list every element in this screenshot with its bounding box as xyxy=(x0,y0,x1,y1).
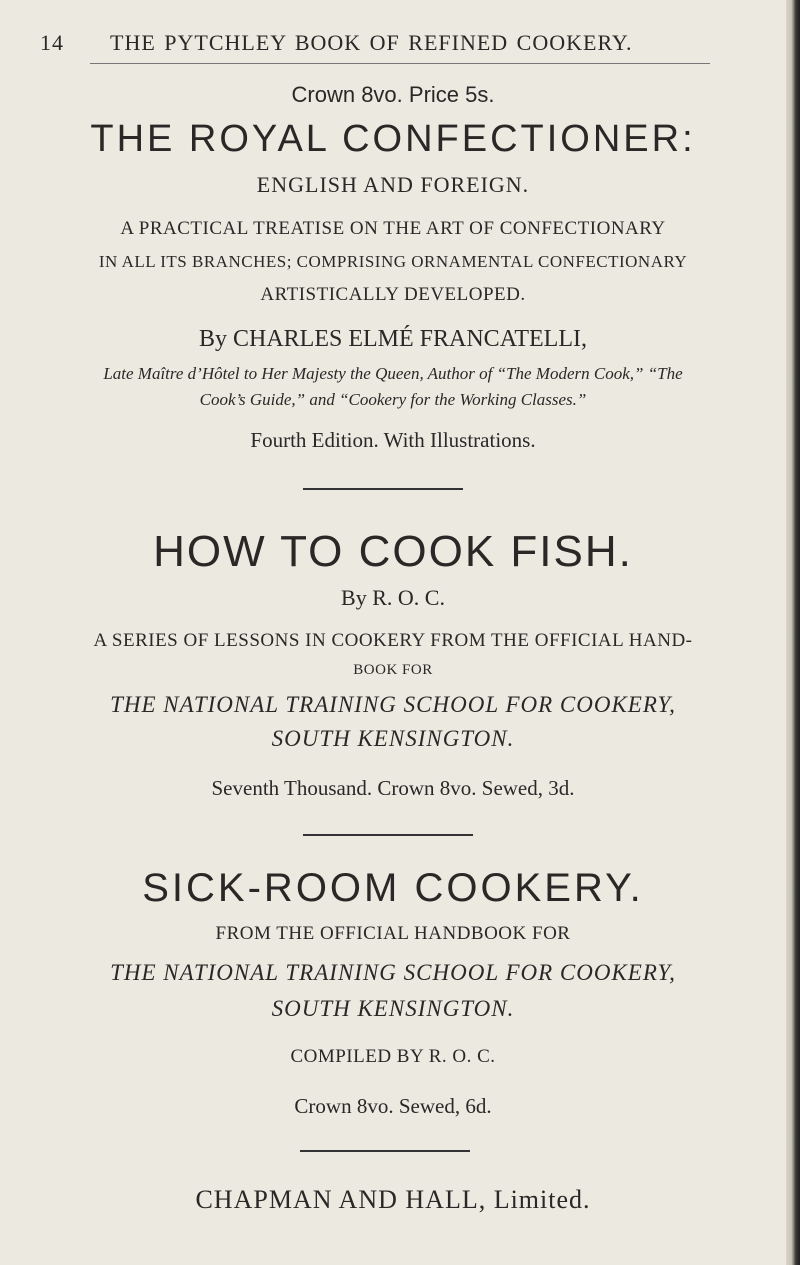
page-number: 14 xyxy=(40,30,64,55)
royal-format-price: Crown 8vo. Price 5s. xyxy=(291,82,495,107)
royal-title: THE ROYAL CONFECTIONER: xyxy=(90,118,696,160)
fish-school-line1: THE NATIONAL TRAINING SCHOOL FOR COOKERY, xyxy=(110,692,676,717)
royal-edition: Fourth Edition. With Illustrations. xyxy=(250,428,536,452)
fish-description-line1: A SERIES OF LESSONS IN COOKERY FROM THE OFFICIAL HAND- xyxy=(93,630,693,651)
fish-school-line2: SOUTH KENSINGTON. xyxy=(271,726,515,751)
page-header xyxy=(40,30,766,60)
fish-description-line2: BOOK FOR xyxy=(353,662,433,678)
fish-by: By R. O. C. xyxy=(341,585,445,610)
fish-details: Seventh Thousand. Crown 8vo. Sewed, 3d. xyxy=(211,776,575,800)
running-title: THE PYTCHLEY BOOK OF REFINED COOKERY. xyxy=(110,30,633,55)
royal-author-note-line2: Cook’s Guide,” and “Cookery for the Working Classes.” xyxy=(199,390,587,409)
sick-school-line1: THE NATIONAL TRAINING SCHOOL FOR COOKERY, xyxy=(110,960,676,985)
royal-description-line1: A PRACTICAL TREATISE ON THE ART OF CONFECTIONARY xyxy=(120,218,666,239)
royal-subtitle: ENGLISH AND FOREIGN. xyxy=(256,172,530,197)
sick-details: Crown 8vo. Sewed, 6d. xyxy=(294,1094,492,1118)
page-edge-shadow xyxy=(786,0,800,1265)
section-divider xyxy=(303,834,473,836)
sick-from-line: FROM THE OFFICIAL HANDBOOK FOR xyxy=(215,923,571,944)
royal-description-line3: ARTISTICALLY DEVELOPED. xyxy=(260,284,526,305)
publisher-imprint: CHAPMAN AND HALL, Limited. xyxy=(195,1185,591,1214)
sick-compiled: COMPILED BY R. O. C. xyxy=(290,1046,496,1067)
section-divider xyxy=(300,1150,470,1152)
section-divider xyxy=(303,488,463,490)
sick-school-line2: SOUTH KENSINGTON. xyxy=(271,996,515,1021)
royal-description-line2: IN ALL ITS BRANCHES; COMPRISING ORNAMENTAL CONFECTIONARY xyxy=(98,252,688,271)
fish-title: HOW TO COOK FISH. xyxy=(153,527,633,576)
header-rule xyxy=(90,63,710,64)
royal-author: By CHARLES ELMÉ FRANCATELLI, xyxy=(198,326,587,352)
royal-author-note-line1: Late Maître d’Hôtel to Her Majesty the Queen, Author of “The Modern Cook,” “The xyxy=(103,364,683,383)
sick-title: SICK-ROOM COOKERY. xyxy=(142,866,644,910)
